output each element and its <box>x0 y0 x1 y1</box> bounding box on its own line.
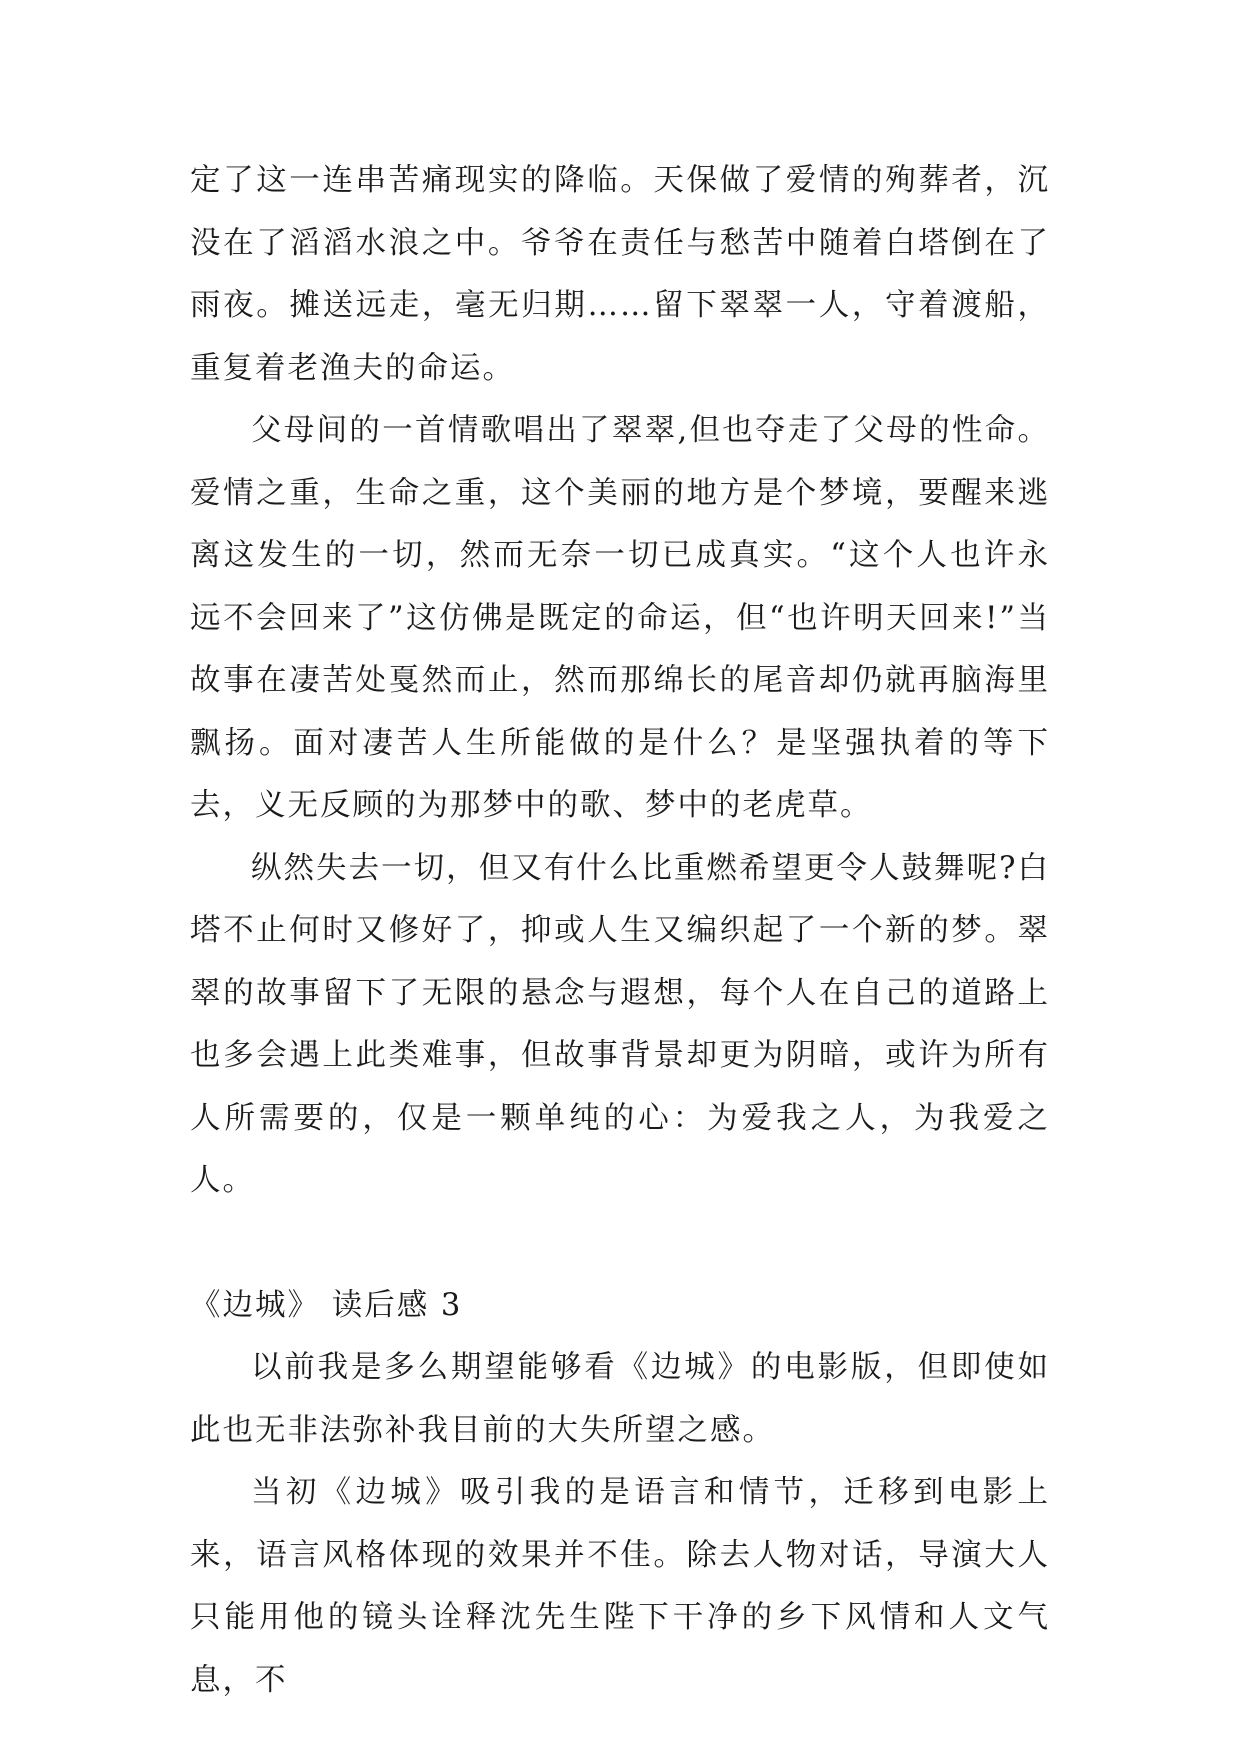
section-paragraph-1: 以前我是多么期望能够看《边城》的电影版，但即使如此也无非法弥补我目前的大失所望之感。 <box>190 1350 1050 1448</box>
paragraph-1: 定了这一连串苦痛现实的降临。天保做了爱情的殉葬者，沉没在了滔滔水浪之中。爷爷在责任与愁苦中随着白塔倒在了雨夜。摊送远走，毫无归期……留下翠翠一人，守着渡船，重复着老渔夫的命运。 <box>190 163 1050 386</box>
paragraph-3: 纵然失去一切，但又有什么比重燃希望更令人鼓舞呢?白塔不止何时又修好了，抑或人生又编织起了一个新的梦。翠翠的故事留下了无限的悬念与遐想，每个人在自己的道路上也多会遇上此类难事，但故事背景却更为阴暗，或许为所有人所需要的，仅是一颗单纯的心：为爱我之人，为我爱之人。 <box>190 850 1050 1198</box>
section-heading: 《边城》 读后感 3 <box>190 1287 463 1323</box>
document-page <box>190 150 1050 1712</box>
paragraph-2: 父母间的一首情歌唱出了翠翠,但也夺走了父母的性命。爱情之重，生命之重，这个美丽的地方是个梦境，要醒来逃离这发生的一切，然而无奈一切已成真实。“这个人也许永远不会回来了”这仿佛是既定的命运，但“也许明天回来!”当故事在凄苦处戛然而止，然而那绵长的尾音却仍就再脑海里飘扬。面对凄苦人生所能做的是什么？是坚强执着的等下去，义无反顾的为那梦中的歌、梦中的老虎草。 <box>190 413 1050 823</box>
section-paragraph-2: 当初《边城》吸引我的是语言和情节，迁移到电影上来，语言风格体现的效果并不佳。除去人物对话，导演大人只能用他的镜头诠释沈先生陛下干净的乡下风情和人文气息，不 <box>190 1475 1050 1698</box>
